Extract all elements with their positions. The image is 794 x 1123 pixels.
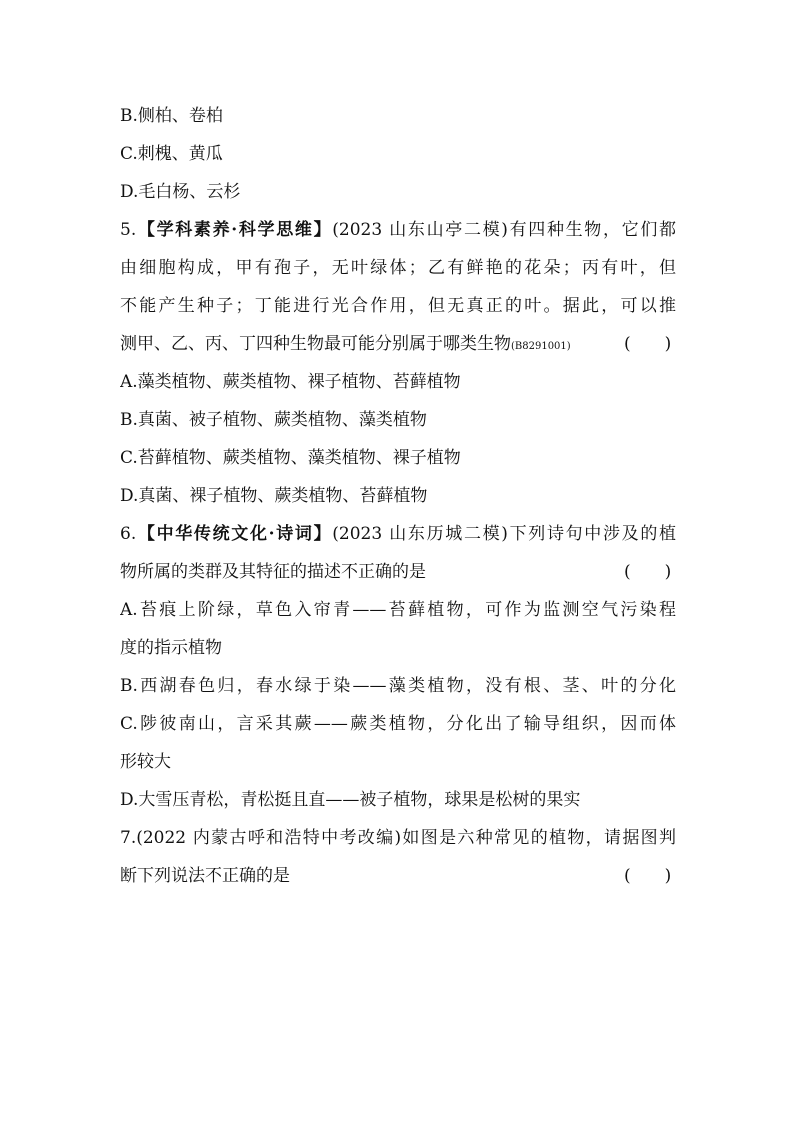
q6-option-c-line-2: 形较大 [120,752,171,772]
q7-stem-line-1: 7.(2022 内蒙古呼和浩特中考改编)如图是六种常见的植物，请据图判 [120,828,676,848]
q5-stem-line-2: 由细胞构成，甲有孢子，无叶绿体；乙有鲜艳的花朵；丙有叶，但 [120,258,676,278]
q5-number: 5. [120,220,137,240]
q6-option-a-line-1: A.苔痕上阶绿，草色入帘青——苔藓植物，可作为监测空气污染程 [120,600,676,620]
q5-source: (2023 山东山亭二模)有四种生物，它们都 [332,220,676,240]
q4-option-b: B.侧柏、卷柏 [120,106,223,126]
q4-option-c: C.刺槐、黄瓜 [120,144,223,164]
q6-source: (2023 山东历城二模)下列诗句中涉及的植 [332,524,676,544]
q6-number: 6. [120,524,137,544]
q5-stem-text: 测甲、乙、丙、丁四种生物最可能分别属于哪类生物 [120,334,511,354]
q6-option-b: B.西湖春色归，春水绿于染——藻类植物，没有根、茎、叶的分化 [120,676,676,696]
q5-code: (B8291001) [511,341,571,352]
q6-option-a-line-2: 度的指示植物 [120,638,222,658]
q5-option-d: D.真菌、裸子植物、蕨类植物、苔藓植物 [120,486,428,506]
q5-tag: 【学科素养·科学思维】 [136,220,333,240]
q6-option-d: D.大雪压青松，青松挺且直——被子植物，球果是松树的果实 [120,790,581,810]
q6-tag: 【中华传统文化·诗词】 [136,524,333,544]
q5-answer-paren: ( ) [624,334,672,354]
q5-stem-line-4 [120,334,620,354]
q5-stem-line-3: 不能产生种子；丁能进行光合作用，但无真正的叶。据此，可以推 [120,296,676,316]
q6-stem-line-1 [120,524,676,544]
q5-option-b: B.真菌、被子植物、蕨类植物、藻类植物 [120,410,427,430]
q6-answer-paren: ( ) [624,562,672,582]
q4-option-d: D.毛白杨、云杉 [120,182,241,202]
q6-stem-line-2: 物所属的类群及其特征的描述不正确的是 [120,562,426,582]
q7-stem-line-2: 断下列说法不正确的是 [120,866,290,886]
q7-answer-paren: ( ) [624,866,672,886]
q5-option-c: C.苔藓植物、蕨类植物、藻类植物、裸子植物 [120,448,461,468]
q5-option-a: A.藻类植物、蕨类植物、裸子植物、苔藓植物 [120,372,461,392]
q5-stem-line-1 [120,220,676,240]
q6-option-c-line-1: C.陟彼南山，言采其蕨——蕨类植物，分化出了输导组织，因而体 [120,714,676,734]
